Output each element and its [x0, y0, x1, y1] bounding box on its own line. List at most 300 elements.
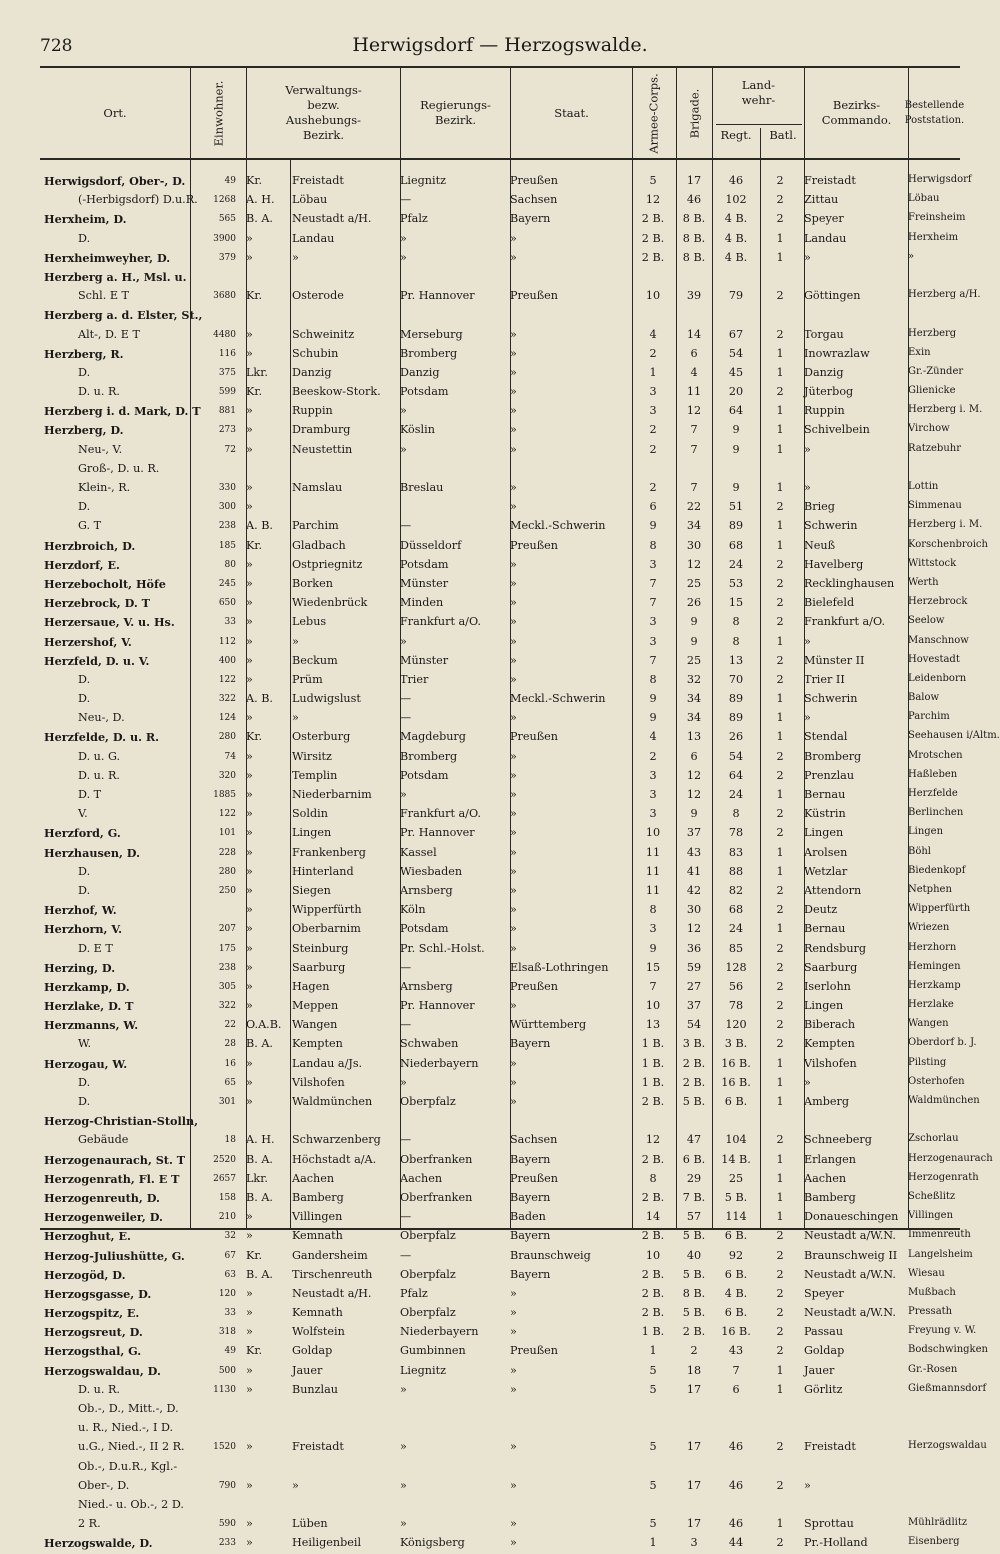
- cell-einwohner: 280: [218, 732, 236, 743]
- cell-verwaltung-name: Kemnath: [292, 1229, 343, 1243]
- cell-verwaltung-type: »: [246, 653, 253, 667]
- cell-verwaltung-name: Kempten: [292, 1037, 343, 1051]
- cell-verwaltung-name: Saarburg: [292, 960, 346, 974]
- table-row: [40, 383, 960, 402]
- cell-verwaltung-name: Jauer: [292, 1363, 323, 1377]
- cell-armee-corps: 1 B.: [641, 1056, 665, 1070]
- table-row: [40, 1131, 960, 1150]
- cell-regiment: 114: [725, 1210, 747, 1224]
- cell-bataillon: 1: [776, 1075, 784, 1089]
- cell-armee-corps: 14: [645, 1210, 661, 1224]
- cell-armee-corps: 8: [649, 903, 657, 917]
- cell-bataillon: 1: [776, 1363, 784, 1377]
- cell-bezirkscommando: Iserlohn: [804, 979, 851, 993]
- table-row: [40, 633, 969, 652]
- cell-verwaltung-name: Beckum: [292, 653, 338, 667]
- cell-verwaltung-type: »: [246, 1382, 253, 1396]
- cell-ort: D. u. R.: [78, 768, 120, 782]
- table-row: [40, 767, 960, 786]
- cell-ort: Herzhof, W.: [44, 903, 117, 918]
- table-row: [40, 882, 960, 901]
- cell-armee-corps: 2 B.: [641, 1286, 665, 1300]
- cell-einwohner: 375: [218, 367, 236, 378]
- cell-poststation: Freyung v. W.: [908, 1325, 977, 1337]
- cell-armee-corps: 2: [649, 346, 657, 360]
- table-row: [40, 863, 966, 882]
- table-row: [40, 1515, 968, 1534]
- cell-ort: D.: [78, 365, 91, 379]
- cell-brigade: 43: [686, 845, 702, 859]
- cell-armee-corps: 7: [649, 653, 657, 667]
- cell-bezirkscommando: Jauer: [804, 1363, 835, 1377]
- cell-regiment: 51: [728, 500, 744, 514]
- cell-poststation: Herzogenaurach: [908, 1152, 993, 1164]
- cell-bataillon: 1: [776, 423, 784, 437]
- cell-brigade: 6: [690, 749, 698, 763]
- cell-ort: Herzebocholt, Höfe: [44, 576, 166, 591]
- cell-staat: »: [510, 653, 517, 667]
- cell-armee-corps: 9: [649, 692, 657, 706]
- cell-bezirkscommando: Frankfurt a/O.: [804, 615, 886, 629]
- cell-staat: Bayern: [510, 1190, 551, 1204]
- table-row: [40, 537, 988, 556]
- cell-verwaltung-name: Templin: [292, 768, 338, 782]
- table-row: [40, 268, 960, 287]
- cell-ort: Herzog-Christian-Stolln,: [44, 1114, 199, 1129]
- cell-regiment: 24: [728, 788, 744, 801]
- cell-verwaltung-type: Kr.: [246, 1248, 263, 1262]
- cell-bataillon: 2: [776, 1133, 784, 1147]
- cell-staat: Braunschweig: [510, 1248, 591, 1262]
- cell-verwaltung-name: Landau: [292, 231, 335, 245]
- table-row: [40, 959, 960, 978]
- cell-armee-corps: 12: [645, 1133, 661, 1147]
- cell-regiment: 46: [728, 1478, 744, 1492]
- col-staat: Staat.: [510, 68, 632, 158]
- cell-poststation: Herxheim: [908, 231, 959, 243]
- cell-verwaltung-type: »: [246, 711, 253, 725]
- table-row: [40, 306, 960, 325]
- cell-verwaltung-name: Lingen: [292, 826, 332, 840]
- cell-armee-corps: 8: [649, 538, 657, 552]
- cell-armee-corps: 5: [649, 174, 657, 187]
- cell-staat: »: [510, 596, 517, 610]
- cell-poststation: Virchow: [908, 423, 950, 435]
- cell-armee-corps: 1 B.: [641, 1325, 665, 1339]
- cell-armee-corps: 2 B.: [641, 212, 665, 226]
- cell-bataillon: 2: [776, 903, 784, 917]
- table-row: [40, 575, 960, 594]
- cell-verwaltung-type: »: [246, 1286, 253, 1300]
- cell-bezirkscommando: Kempten: [804, 1037, 855, 1051]
- cell-bezirkscommando: Neustadt a/W.N.: [804, 1229, 896, 1243]
- cell-bezirkscommando: Jüterbog: [804, 385, 854, 399]
- cell-bezirkscommando: Lingen: [804, 999, 844, 1013]
- cell-regierung: Potsdam: [400, 922, 449, 936]
- cell-verwaltung-type: »: [246, 500, 253, 514]
- cell-regiment: 3 B.: [724, 1037, 748, 1051]
- cell-einwohner: 305: [218, 981, 236, 992]
- cell-verwaltung-type: »: [246, 1440, 253, 1454]
- cell-brigade: 12: [686, 404, 702, 418]
- cell-verwaltung-type: »: [246, 883, 253, 897]
- cell-poststation: Lottin: [908, 481, 939, 492]
- cell-brigade: 7: [690, 442, 698, 456]
- cell-bataillon: 2: [776, 557, 784, 571]
- cell-verwaltung-type: O.A.B.: [246, 1018, 282, 1032]
- cell-staat: »: [510, 365, 517, 379]
- cell-brigade: 5 B.: [682, 1095, 706, 1108]
- cell-ort: Neu-, V.: [78, 442, 123, 456]
- cell-ort: Ob.-, D.u.R., Kgl.-: [78, 1459, 178, 1473]
- cell-verwaltung-name: Dramburg: [292, 423, 351, 437]
- cell-poststation: Herzebrock: [908, 596, 968, 608]
- cell-brigade: 9: [690, 807, 698, 821]
- cell-verwaltung-type: Kr.: [246, 289, 263, 303]
- cell-brigade: 2 B.: [682, 1056, 706, 1070]
- cell-ort: Herzogswaldau, D.: [44, 1363, 161, 1378]
- cell-verwaltung-name: Frankenberg: [292, 845, 366, 859]
- cell-armee-corps: 9: [649, 941, 657, 955]
- cell-staat: »: [510, 346, 517, 360]
- cell-regiment: 46: [728, 1517, 744, 1531]
- cell-brigade: 17: [686, 1382, 702, 1396]
- cell-staat: Preußen: [510, 1344, 559, 1358]
- cell-brigade: 34: [686, 692, 702, 706]
- cell-brigade: 3 B.: [682, 1037, 706, 1051]
- cell-ort: (-Herbigsdorf) D.u.R.: [78, 193, 198, 207]
- cell-poststation: Balow: [908, 692, 940, 704]
- cell-armee-corps: 4: [649, 327, 657, 341]
- cell-regierung: »: [400, 231, 407, 245]
- table-row: [40, 1477, 960, 1496]
- cell-regiment: 26: [728, 730, 744, 744]
- cell-bataillon: 1: [776, 442, 784, 456]
- cell-verwaltung-name: Wolfstein: [292, 1325, 345, 1339]
- cell-brigade: 42: [686, 883, 702, 897]
- cell-ort: Herzogsthal, G.: [44, 1344, 142, 1359]
- cell-verwaltung-type: Kr.: [246, 1344, 263, 1358]
- cell-verwaltung-type: A. B.: [246, 519, 273, 533]
- cell-brigade: 40: [686, 1248, 702, 1262]
- cell-regiment: 9: [732, 481, 740, 494]
- cell-staat: »: [510, 576, 517, 590]
- cell-regiment: 78: [728, 999, 744, 1013]
- cell-ort: D.: [78, 1095, 91, 1108]
- cell-brigade: 34: [686, 519, 702, 533]
- cell-bataillon: 2: [776, 1037, 784, 1051]
- cell-brigade: 4: [690, 365, 698, 379]
- cell-regierung: —: [400, 692, 412, 706]
- cell-ort: Herzogsgasse, D.: [44, 1286, 152, 1301]
- cell-bataillon: 2: [776, 807, 784, 821]
- col-ort: Ort.: [103, 105, 127, 120]
- cell-verwaltung-type: »: [246, 826, 253, 840]
- cell-brigade: 12: [686, 788, 702, 801]
- cell-regiment: 46: [728, 1440, 744, 1454]
- cell-verwaltung-type: »: [246, 346, 253, 360]
- cell-ort: Herzhorn, V.: [44, 922, 122, 937]
- cell-poststation: Lingen: [908, 826, 944, 838]
- cell-regiment: 68: [728, 538, 744, 552]
- cell-bezirkscommando: Torgau: [804, 327, 844, 341]
- cell-bezirkscommando: Göttingen: [804, 289, 861, 303]
- cell-ort: W.: [78, 1037, 92, 1051]
- cell-verwaltung-type: »: [246, 1095, 253, 1108]
- cell-staat: Meckl.-Schwerin: [510, 519, 606, 533]
- cell-einwohner: 233: [218, 1538, 236, 1549]
- cell-regiment: 5 B.: [724, 1190, 748, 1204]
- cell-verwaltung-name: Vilshofen: [292, 1075, 345, 1089]
- cell-regierung: —: [400, 1210, 412, 1224]
- cell-einwohner: 250: [218, 885, 236, 896]
- table-row: [40, 1458, 960, 1477]
- cell-armee-corps: 7: [649, 979, 657, 993]
- cell-regiment: 24: [728, 922, 744, 936]
- cell-regierung: Danzig: [400, 365, 440, 379]
- cell-ort: Herzfeld, D. u. V.: [44, 653, 150, 668]
- cell-staat: Bayern: [510, 212, 551, 226]
- table-row: [40, 690, 960, 709]
- cell-einwohner: 3680: [213, 291, 236, 302]
- table-row: [40, 844, 960, 863]
- table-row: [40, 1419, 960, 1438]
- cell-verwaltung-type: »: [246, 1363, 253, 1377]
- cell-brigade: 6: [690, 346, 698, 360]
- cell-poststation: Pressath: [908, 1306, 953, 1318]
- cell-bezirkscommando: Speyer: [804, 1286, 844, 1300]
- cell-einwohner: 28: [224, 1039, 236, 1050]
- cell-brigade: 27: [686, 979, 702, 993]
- cell-staat: Preußen: [510, 979, 559, 993]
- cell-bezirkscommando: Donaueschingen: [804, 1210, 899, 1224]
- cell-brigade: 7 B.: [682, 1190, 706, 1204]
- cell-poststation: Seehausen i/Altm.: [908, 730, 1000, 742]
- cell-verwaltung-name: Hagen: [292, 979, 330, 993]
- cell-einwohner: 120: [218, 1288, 236, 1299]
- cell-verwaltung-type: B. A.: [246, 1152, 273, 1166]
- cell-bataillon: 1: [776, 1152, 784, 1166]
- cell-regiment: 56: [728, 979, 744, 993]
- cell-staat: Preußen: [510, 174, 559, 187]
- cell-armee-corps: 11: [645, 864, 661, 878]
- cell-verwaltung-type: Lkr.: [246, 365, 268, 379]
- cell-verwaltung-type: Kr.: [246, 385, 263, 399]
- cell-regierung: Potsdam: [400, 557, 449, 571]
- cell-armee-corps: 4: [649, 730, 657, 744]
- cell-armee-corps: 10: [645, 1248, 661, 1262]
- cell-armee-corps: 9: [649, 711, 657, 725]
- cell-regierung: »: [400, 1517, 407, 1531]
- cell-regierung: Liegnitz: [400, 1363, 446, 1377]
- cell-bezirkscommando: Landau: [804, 231, 847, 245]
- cell-bezirkscommando: Zittau: [804, 193, 839, 207]
- table-row: [40, 728, 1000, 747]
- cell-poststation: Wriezen: [908, 922, 950, 934]
- cell-staat: »: [510, 250, 517, 264]
- table-header: [40, 68, 965, 160]
- cell-verwaltung-name: Osterburg: [292, 730, 351, 744]
- cell-ort: Alt-, D. E T: [78, 327, 140, 341]
- cell-ort: Herzmanns, W.: [44, 1018, 139, 1033]
- cell-armee-corps: 15: [645, 960, 661, 974]
- cell-verwaltung-type: Kr.: [246, 174, 263, 187]
- cell-bataillon: 1: [776, 1382, 784, 1396]
- cell-brigade: 7: [690, 423, 698, 437]
- table-row: [40, 1227, 971, 1246]
- cell-bataillon: 2: [776, 749, 784, 763]
- cell-verwaltung-name: Neustadt a/H.: [292, 212, 372, 226]
- cell-brigade: 34: [686, 711, 702, 725]
- cell-brigade: 11: [686, 385, 702, 399]
- table-row: [40, 940, 960, 959]
- cell-bezirkscommando: Prenzlau: [804, 768, 855, 782]
- cell-regierung: Potsdam: [400, 385, 449, 399]
- cell-regiment: 9: [732, 442, 740, 456]
- table-row: [40, 613, 960, 632]
- table-row: [40, 786, 960, 805]
- cell-einwohner: 175: [218, 943, 236, 954]
- cell-bataillon: 1: [776, 845, 784, 859]
- cell-brigade: 17: [686, 174, 702, 187]
- page-header: [40, 28, 960, 62]
- cell-poststation: Wangen: [908, 1018, 949, 1030]
- cell-staat: Württemberg: [510, 1018, 587, 1032]
- cell-regiment: 6 B.: [724, 1229, 748, 1243]
- cell-bataillon: 2: [776, 212, 784, 226]
- cell-staat: »: [510, 500, 517, 514]
- cell-verwaltung-name: Schwarzenberg: [292, 1133, 381, 1147]
- cell-verwaltung-name: Wipperfürth: [292, 903, 362, 917]
- cell-verwaltung-type: »: [246, 999, 253, 1013]
- cell-brigade: 18: [686, 1363, 702, 1377]
- table-row: [40, 901, 971, 920]
- cell-poststation: Waldmünchen: [908, 1095, 980, 1106]
- cell-regiment: 25: [728, 1171, 744, 1185]
- cell-ort: D.: [78, 864, 91, 878]
- cell-verwaltung-name: Danzig: [292, 365, 332, 379]
- cell-bezirkscommando: Havelberg: [804, 557, 864, 571]
- cell-verwaltung-name: Waldmünchen: [292, 1095, 373, 1108]
- cell-verwaltung-name: Bunzlau: [292, 1382, 338, 1396]
- cell-bezirkscommando: Goldap: [804, 1344, 845, 1358]
- cell-staat: »: [510, 883, 517, 897]
- cell-ort: D.: [78, 231, 91, 245]
- cell-ort: Klein-, R.: [78, 481, 131, 494]
- cell-einwohner: 122: [218, 809, 236, 820]
- cell-brigade: 37: [686, 999, 702, 1013]
- cell-bataillon: 2: [776, 672, 784, 686]
- cell-staat: Preußen: [510, 538, 559, 552]
- table-row: [40, 1362, 960, 1381]
- cell-regiment: 82: [728, 883, 744, 897]
- cell-armee-corps: 1: [649, 365, 657, 379]
- cell-bataillon: 2: [776, 1286, 784, 1300]
- cell-regiment: 88: [728, 864, 744, 878]
- cell-verwaltung-type: B. A.: [246, 1037, 273, 1051]
- cell-regierung: —: [400, 519, 412, 533]
- cell-einwohner: 565: [218, 214, 236, 225]
- cell-staat: »: [510, 807, 517, 821]
- cell-ort: Herzkamp, D.: [44, 979, 130, 994]
- cell-armee-corps: 2 B.: [641, 1152, 665, 1166]
- cell-poststation: Gr.-Zünder: [908, 365, 964, 377]
- cell-verwaltung-type: »: [246, 864, 253, 878]
- cell-einwohner: 3900: [213, 233, 236, 244]
- cell-regiment: 89: [728, 519, 744, 533]
- cell-brigade: 7: [690, 481, 698, 494]
- cell-verwaltung-type: »: [246, 749, 253, 763]
- cell-bataillon: 2: [776, 826, 784, 840]
- cell-ort: V.: [78, 807, 88, 821]
- cell-regiment: 16 B.: [721, 1325, 751, 1339]
- cell-regierung: »: [400, 442, 407, 456]
- cell-ort: Herzberg, D.: [44, 423, 124, 438]
- table-row: [40, 1112, 960, 1131]
- cell-poststation: Mühlrädlitz: [908, 1517, 968, 1529]
- cell-verwaltung-type: »: [246, 327, 253, 341]
- cell-ort: Herzbroich, D.: [44, 538, 136, 553]
- cell-staat: »: [510, 1440, 517, 1454]
- cell-bataillon: 1: [776, 250, 784, 264]
- cell-bezirkscommando: »: [804, 250, 811, 264]
- cell-bataillon: 2: [776, 596, 784, 610]
- table-row: [40, 1016, 960, 1035]
- cell-regierung: Oberfranken: [400, 1190, 473, 1204]
- cell-armee-corps: 3: [649, 788, 657, 801]
- cell-verwaltung-name: Schubin: [292, 346, 339, 360]
- cell-regierung: Merseburg: [400, 327, 463, 341]
- cell-einwohner: 101: [218, 828, 236, 839]
- cell-verwaltung-type: »: [246, 1306, 253, 1320]
- cell-regiment: 92: [728, 1248, 744, 1262]
- cell-ort: Herzersaue, V. u. Hs.: [44, 615, 175, 630]
- cell-einwohner: 80: [224, 559, 236, 570]
- cell-brigade: 39: [686, 289, 702, 303]
- cell-regierung: Königsberg: [400, 1536, 465, 1550]
- table-row: [40, 1151, 993, 1170]
- cell-verwaltung-name: Wangen: [292, 1018, 338, 1032]
- cell-armee-corps: 3: [649, 807, 657, 821]
- cell-armee-corps: 1 B.: [641, 1037, 665, 1051]
- cell-armee-corps: 7: [649, 596, 657, 610]
- cell-poststation: Herzberg i. M.: [908, 519, 983, 531]
- cell-bataillon: 1: [776, 692, 784, 706]
- cell-armee-corps: 9: [649, 519, 657, 533]
- table-row: [40, 978, 960, 997]
- cell-ort: D. u. R.: [78, 1382, 120, 1396]
- cell-verwaltung-type: »: [246, 423, 253, 437]
- cell-bataillon: 2: [776, 327, 784, 341]
- cell-brigade: 8 B.: [682, 212, 706, 226]
- cell-poststation: Haßleben: [908, 768, 958, 780]
- cell-bezirkscommando: Schneeberg: [804, 1133, 872, 1147]
- table-row: [40, 230, 960, 249]
- cell-einwohner: 273: [218, 425, 236, 436]
- cell-ort: Herzebrock, D. T: [44, 596, 151, 611]
- cell-brigade: 2: [690, 1344, 698, 1358]
- cell-regiment: 78: [728, 826, 744, 840]
- cell-staat: »: [510, 385, 517, 399]
- cell-armee-corps: 8: [649, 1171, 657, 1185]
- cell-regiment: 83: [728, 845, 744, 859]
- cell-verwaltung-type: »: [246, 979, 253, 993]
- cell-staat: »: [510, 1056, 517, 1070]
- cell-bezirkscommando: »: [804, 1478, 811, 1492]
- table-row: [40, 1285, 960, 1304]
- cell-ort: Herzlake, D. T: [44, 999, 134, 1014]
- cell-bataillon: 1: [776, 1095, 784, 1108]
